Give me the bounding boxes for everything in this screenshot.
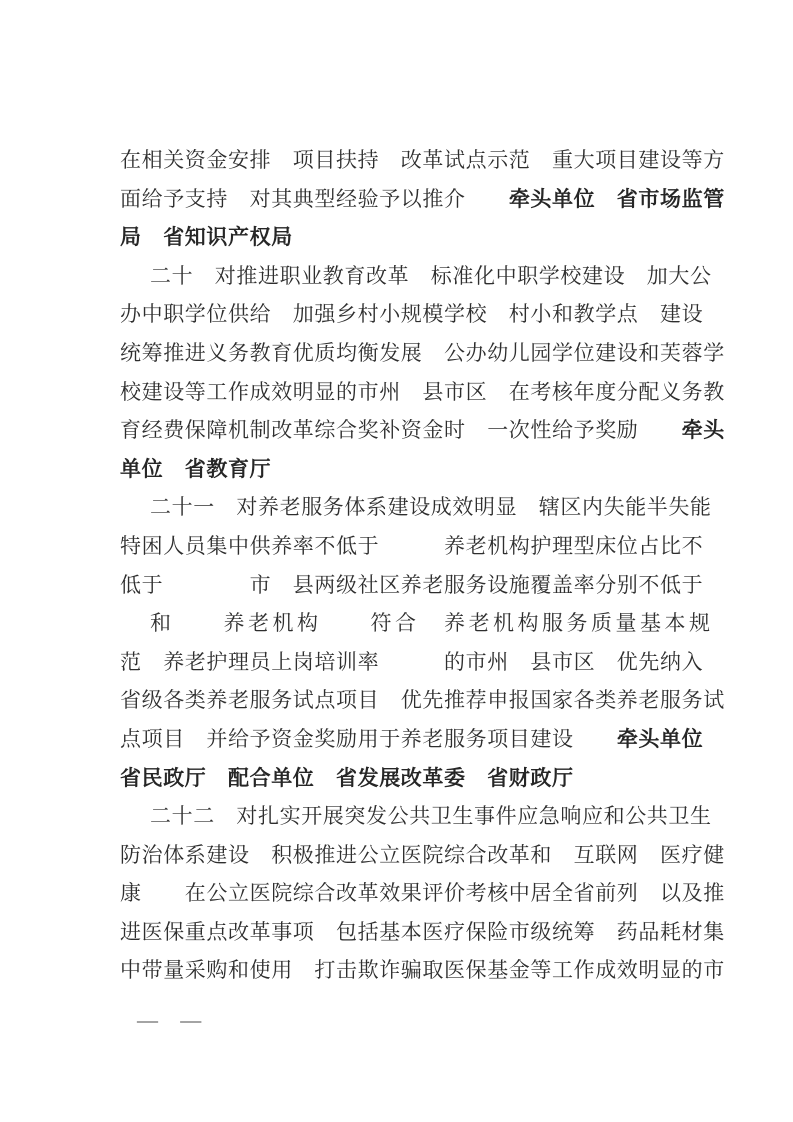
text-segment: 在相关资金安排 项目扶持 改革试点示范 重大项目建设等方 [120,148,725,172]
text-segment: 育经费保障机制改革综合奖补资金时 一次性给予奖励 [120,418,682,443]
emphasis-segment: 单位 省教育厅 [120,456,272,481]
text-segment: 和 养老机构 符合 养老机构服务质量基本规 [150,611,714,636]
text-segment: 二十一 对养老服务体系建设成效明显 辖区内失能半失能 [150,495,712,520]
text-line [120,874,736,913]
text-line [120,797,736,836]
text-line [120,681,736,720]
text-segment: 康 在公立医院综合改革效果评价考核中居全省前列 以及推 [120,881,725,906]
text-segment: 省级各类养老服务试点项目 优先推荐申报国家各类养老服务试 [120,688,725,713]
text-line [120,218,736,257]
page-number-footer: — — [137,1008,202,1032]
text-line [120,951,736,990]
text-segment: 面给予支持 对其典型经验予以推介 [120,186,509,211]
text-segment: 特困人员集中供养率不低于 养老机构护理型床位占比不 [120,533,704,558]
text-line [120,566,736,605]
emphasis-segment: 局 省知识产权局 [120,225,293,250]
text-line [120,257,736,296]
text-segment: 进医保重点改革事项 包括基本医疗保险市级统筹 药品耗材集 [120,919,725,944]
text-segment: 统筹推进义务教育优质均衡发展 公办幼儿园学位建设和芙蓉学 [120,340,725,365]
text-line [120,913,736,952]
text-line [120,373,736,412]
text-line [120,450,736,489]
text-line [120,759,736,798]
text-line [120,488,736,527]
text-line [120,604,736,643]
text-line [120,643,736,682]
text-segment: 校建设等工作成效明显的市州 县市区 在考核年度分配义务教 [120,379,725,404]
text-segment: 防治体系建设 积极推进公立医院综合改革和 互联网 医疗健 [120,842,725,867]
text-segment: 点项目 并给予资金奖励用于养老服务项目建设 [120,726,617,751]
emphasis-segment: 牵头 [681,418,725,443]
text-segment: 中带量采购和使用 打击欺诈骗取医保基金等工作成效明显的市 [120,958,725,983]
emphasis-segment: 省民政厅 配合单位 省发展改革委 省财政厅 [120,765,574,790]
text-segment: 范 养老护理员上岗培训率 的市州 县市区 优先纳入 [120,649,704,674]
text-segment: 办中职学位供给 加强乡村小规模学校 村小和教学点 建设 [120,302,704,327]
text-segment: 二十二 对扎实开展突发公共卫生事件应急响应和公共卫生 [150,804,712,829]
text-line [120,334,736,373]
text-line [120,141,736,180]
text-line [120,295,736,334]
text-block [120,141,736,990]
text-line [120,836,736,875]
text-line [120,527,736,566]
emphasis-segment: 牵头单位 [616,726,704,751]
emphasis-segment: 牵头单位 省市场监管 [508,186,725,211]
text-line [120,720,736,759]
text-line [120,411,736,450]
text-segment: 低于 市 县两级社区养老服务设施覆盖率分别不低于 [120,572,704,597]
text-line [120,180,736,219]
text-segment: 二十 对推进职业教育改革 标准化中职学校建设 加大公 [150,263,712,288]
